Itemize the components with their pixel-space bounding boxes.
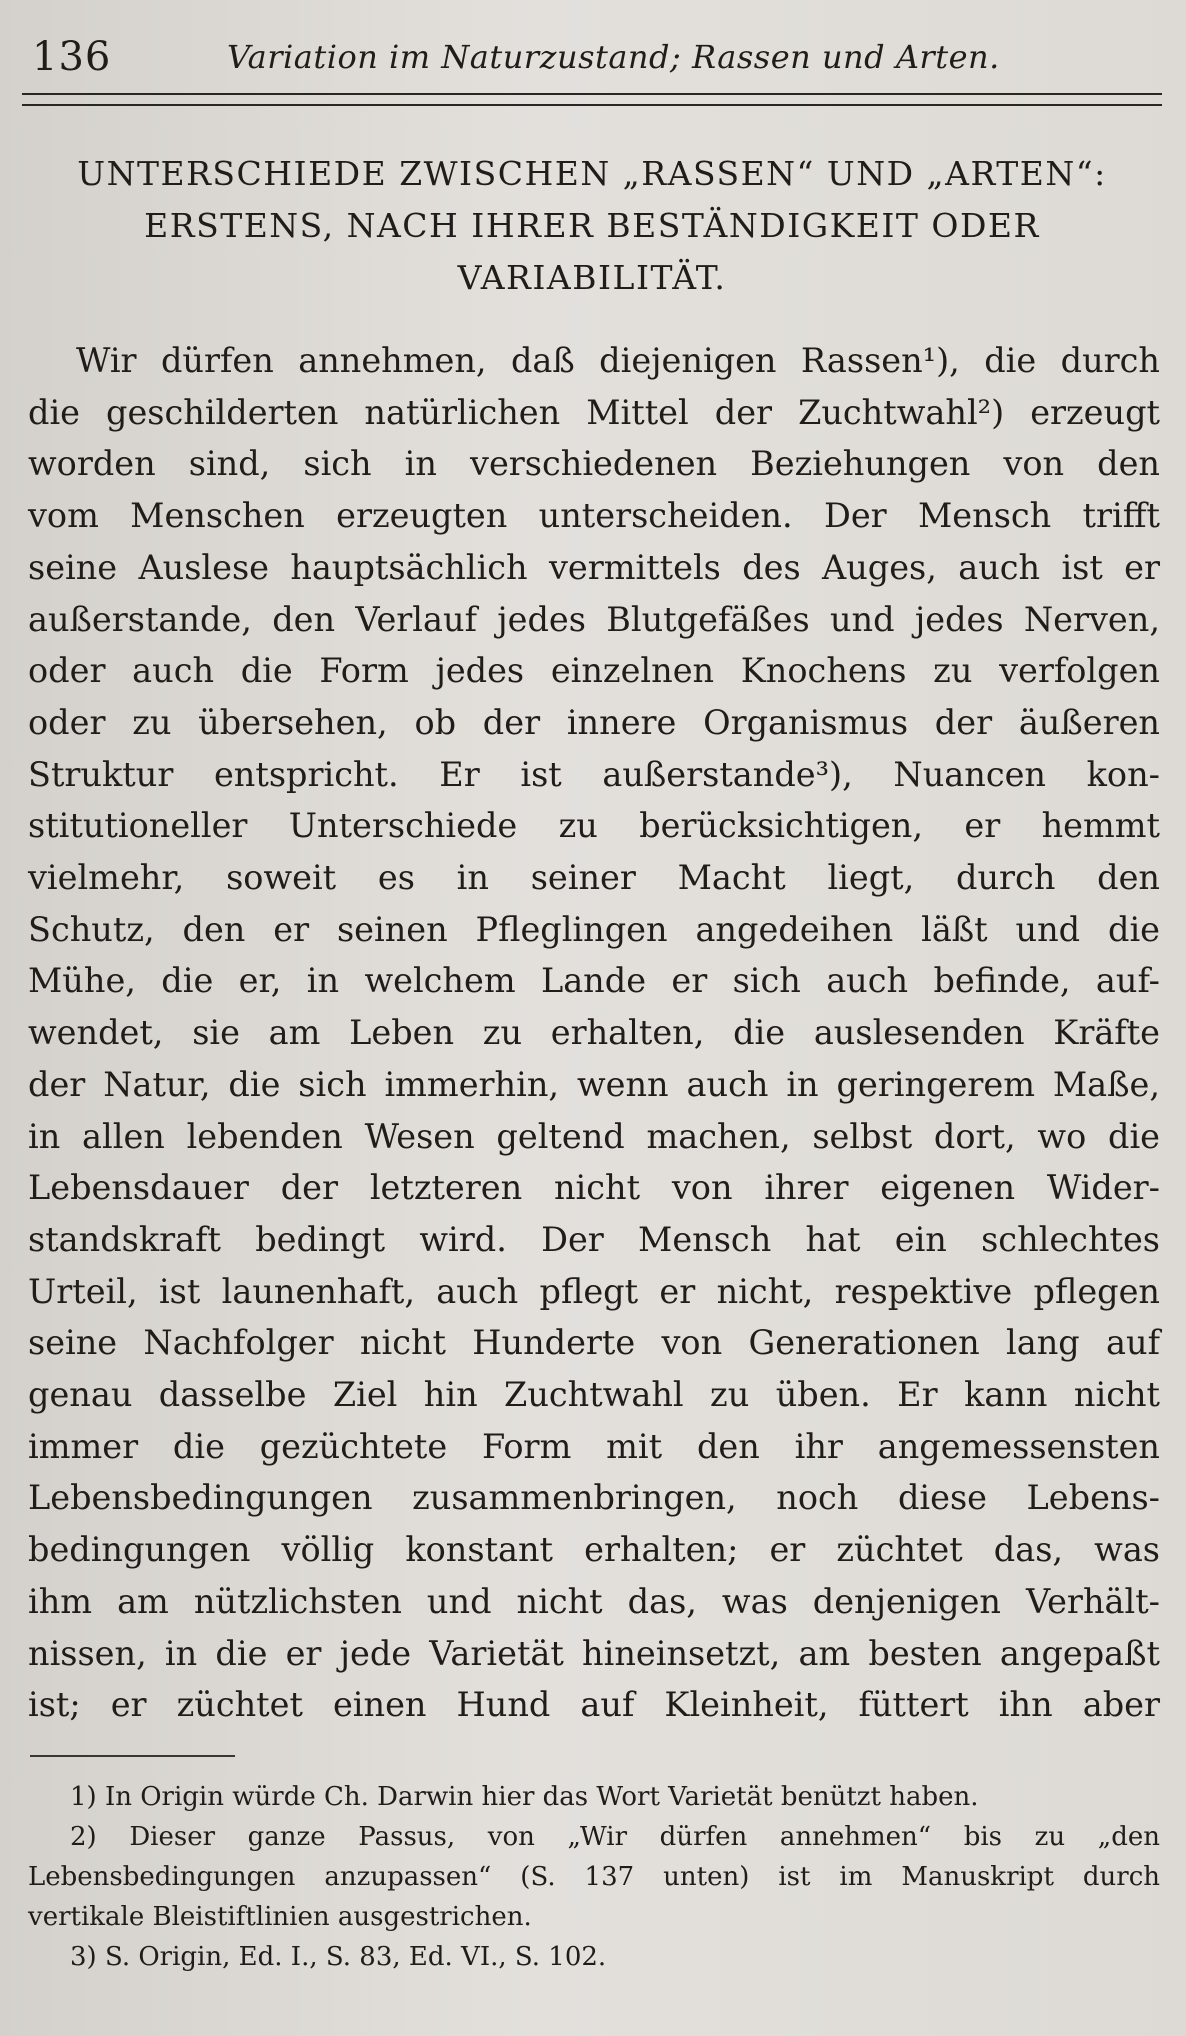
text-line: vom Menschen erzeugten unterscheiden. Der Mensch trifft — [28, 496, 1160, 536]
text-line: Wir dürfen annehmen, daß diejenigen Rassen¹), die durch — [76, 341, 1160, 380]
header-double-rule — [22, 93, 1162, 106]
text-line: standskraft bedingt wird. Der Mensch hat ein schlechtes — [28, 1219, 1160, 1259]
text-line: Schutz, den er seinen Pfleglingen angedeihen läßt und die — [28, 909, 1160, 949]
text-line: seine Auslese hauptsächlich vermittels des Auges, auch ist er — [28, 547, 1160, 587]
text-line: oder auch die Form jedes einzelnen Knochens zu verfolgen — [28, 651, 1160, 691]
page-number: 136 — [32, 34, 112, 80]
text-line: immer die gezüchtete Form mit den ihr angemessensten — [28, 1426, 1160, 1466]
footnote-1: 1) In Origin würde Ch. Darwin hier das Wort Varietät benützt haben. — [70, 1782, 979, 1812]
text-line: worden sind, sich in verschiedenen Beziehungen von den — [28, 444, 1160, 484]
text-line: vielmehr, soweit es in seiner Macht liegt, durch den — [28, 858, 1160, 898]
text-line: stitutioneller Unterschiede zu berücksichtigen, er hemmt — [28, 806, 1160, 846]
body-paragraph — [28, 335, 1160, 1731]
text-line: Struktur entspricht. Er ist außerstande³), Nuancen kon- — [28, 754, 1160, 794]
text-line: seine Nachfolger nicht Hunderte von Generationen lang auf — [28, 1323, 1160, 1363]
running-head: Variation im Naturzustand; Rassen und Arten. — [227, 38, 1000, 76]
section-title — [22, 148, 1162, 304]
text-line: genau dasselbe Ziel hin Zuchtwahl zu üben. Er kann nicht — [28, 1375, 1160, 1415]
text-line: ihm am nützlichsten und nicht das, was denjenigen Verhält- — [28, 1581, 1160, 1621]
text-line: der Natur, die sich immerhin, wenn auch in geringerem Maße, — [28, 1064, 1160, 1104]
text-line: ist; er züchtet einen Hund auf Kleinheit, füttert ihn aber — [28, 1685, 1160, 1725]
text-line: die geschilderten natürlichen Mittel der Zuchtwahl²) erzeugt — [28, 392, 1160, 432]
footnotes — [28, 1777, 1160, 1977]
text-line: außerstande, den Verlauf jedes Blutgefäßes und jedes Nerven, — [28, 599, 1160, 639]
text-line: oder zu übersehen, ob der innere Organismus der äußeren — [28, 702, 1160, 742]
text-line: Mühe, die er, in welchem Lande er sich auch befinde, auf- — [28, 961, 1160, 1001]
text-line: in allen lebenden Wesen geltend machen, selbst dort, wo die — [28, 1116, 1160, 1156]
section-title-line: ERSTENS, NACH IHRER BESTÄNDIGKEIT ODER — [144, 206, 1040, 245]
text-line: Lebensdauer der letzteren nicht von ihrer eigenen Wider- — [28, 1168, 1160, 1208]
text-line: bedingungen völlig konstant erhalten; er züchtet das, was — [28, 1530, 1160, 1570]
footnote-3: 3) S. Origin, Ed. I., S. 83, Ed. VI., S. 102. — [70, 1942, 607, 1972]
text-line: Lebensbedingungen zusammenbringen, noch diese Lebens- — [28, 1478, 1160, 1518]
section-title-line: VARIABILITÄT. — [457, 258, 727, 297]
text-line: Urteil, ist launenhaft, auch pflegt er nicht, respektive pflegen — [28, 1271, 1160, 1311]
footnote-2-continued: vertikale Bleistiftlinien ausgestrichen. — [28, 1902, 532, 1932]
page-header — [22, 28, 1162, 88]
footnote-2-continued: Lebensbedingungen anzupassen“ (S. 137 unten) ist im Manuskript durch — [28, 1862, 1160, 1892]
text-line: wendet, sie am Leben zu erhalten, die auslesenden Kräfte — [28, 1013, 1160, 1053]
footnote-separator — [30, 1755, 235, 1757]
footnote-2: 2) Dieser ganze Passus, von „Wir dürfen annehmen“ bis zu „den — [70, 1822, 1160, 1852]
section-title-line: UNTERSCHIEDE ZWISCHEN „RASSEN“ UND „ARTEN“: — [77, 154, 1107, 193]
text-line: nissen, in die er jede Varietät hineinsetzt, am besten angepaßt — [28, 1633, 1160, 1673]
